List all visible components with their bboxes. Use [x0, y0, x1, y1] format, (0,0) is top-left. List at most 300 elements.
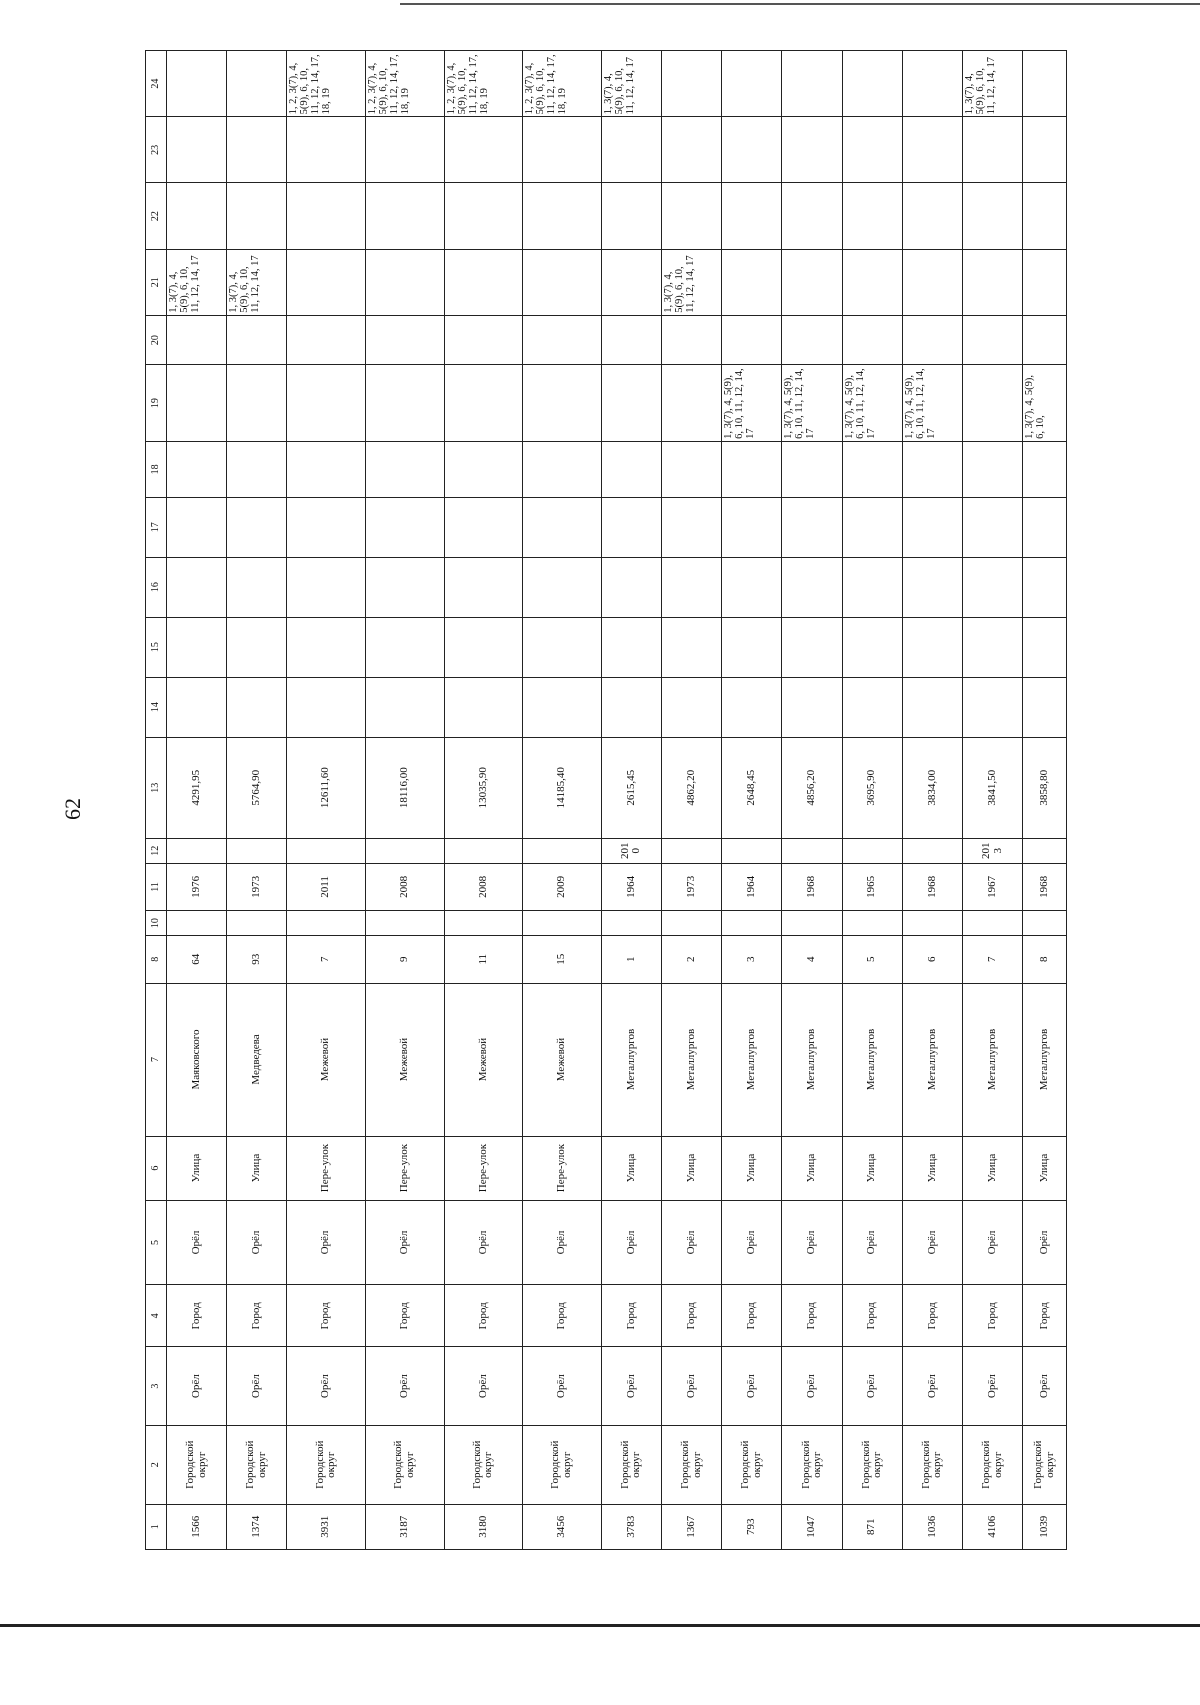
- table-cell-c14: [167, 677, 227, 737]
- table-cell-c6: Улица: [842, 1136, 902, 1200]
- table-cell-c15: [287, 617, 366, 677]
- table-cell-c15: [523, 617, 602, 677]
- table-cell-c13: 3695,90: [842, 737, 902, 838]
- column-header: 15: [146, 617, 167, 677]
- bottom-rule: [0, 1624, 1200, 1627]
- column-header: 5: [146, 1200, 167, 1285]
- table-cell-c2: Городской округ: [1023, 1425, 1067, 1504]
- table-cell-c10: [601, 911, 661, 936]
- table-cell-c1: 1367: [662, 1504, 722, 1549]
- table-cell-c20: [662, 315, 722, 365]
- table-cell-c22: [662, 183, 722, 249]
- table-cell-c6: Пере-улок: [444, 1136, 523, 1200]
- table-cell-c3: Орёл: [523, 1347, 602, 1426]
- table-cell-c3: Орёл: [601, 1347, 661, 1426]
- table-cell-c8: 11: [444, 935, 523, 983]
- table-cell-c17: [782, 497, 842, 557]
- table-cell-c3: Орёл: [662, 1347, 722, 1426]
- table-cell-c5: Орёл: [782, 1200, 842, 1285]
- table-cell-c15: [167, 617, 227, 677]
- table-cell-c12: [287, 838, 366, 863]
- table-cell-c7: Маяковского: [167, 983, 227, 1136]
- table-cell-c6: Пере-улок: [287, 1136, 366, 1200]
- table-wrapper: [145, 50, 1067, 1550]
- table-cell-c4: Город: [722, 1285, 782, 1347]
- table-cell-c12: [227, 838, 287, 863]
- table-cell-c21: 1, 3(7), 4, 5(9), 6, 10, 11, 12, 14, 17: [662, 249, 722, 315]
- table-cell-c16: [601, 557, 661, 617]
- rotated-table-container: [145, 50, 1067, 1550]
- column-header: 1: [146, 1504, 167, 1549]
- table-cell-c20: [842, 315, 902, 365]
- table-cell-c16: [662, 557, 722, 617]
- table-cell-c24: 1, 2, 3(7), 4, 5(9), 6, 10, 11, 12, 14, 17, 18, 19: [366, 51, 445, 117]
- table-cell-c18: [902, 441, 962, 497]
- table-cell-c7: Металлургов: [782, 983, 842, 1136]
- table-cell-c21: [782, 249, 842, 315]
- table-row: [963, 51, 1023, 1550]
- table-cell-c23: [963, 117, 1023, 183]
- table-row: [902, 51, 962, 1550]
- table-cell-c1: 1036: [902, 1504, 962, 1549]
- table-cell-c17: [662, 497, 722, 557]
- table-cell-c2: Городской округ: [963, 1425, 1023, 1504]
- table-cell-c15: [963, 617, 1023, 677]
- table-row: [662, 51, 722, 1550]
- table-cell-c16: [842, 557, 902, 617]
- table-cell-c21: [366, 249, 445, 315]
- table-cell-c23: [287, 117, 366, 183]
- table-cell-c24: [227, 51, 287, 117]
- table-cell-c6: Улица: [1023, 1136, 1067, 1200]
- table-cell-c21: [1023, 249, 1067, 315]
- table-cell-c4: Город: [662, 1285, 722, 1347]
- table-cell-c17: [601, 497, 661, 557]
- table-cell-c5: Орёл: [963, 1200, 1023, 1285]
- table-cell-c5: Орёл: [523, 1200, 602, 1285]
- table-cell-c16: [1023, 557, 1067, 617]
- table-cell-c15: [842, 617, 902, 677]
- table-cell-c14: [227, 677, 287, 737]
- table-cell-c8: 3: [722, 935, 782, 983]
- table-cell-c24: 1, 3(7), 4, 5(9), 6, 10, 11, 12, 14, 17: [601, 51, 661, 117]
- table-cell-c16: [444, 557, 523, 617]
- table-cell-c19: 1, 3(7), 4, 5(9), 6, 10, 11, 12, 14, 17: [782, 365, 842, 442]
- table-row: [444, 51, 523, 1550]
- table-cell-c24: [662, 51, 722, 117]
- table-cell-c19: 1, 3(7), 4, 5(9), 6, 10, 11, 12, 14, 17: [902, 365, 962, 442]
- table-row: [287, 51, 366, 1550]
- table-cell-c10: [444, 911, 523, 936]
- table-cell-c14: [287, 677, 366, 737]
- table-cell-c1: 871: [842, 1504, 902, 1549]
- table-cell-c6: Улица: [601, 1136, 661, 1200]
- table-cell-c1: 793: [722, 1504, 782, 1549]
- column-header: 16: [146, 557, 167, 617]
- table-cell-c11: 1965: [842, 863, 902, 911]
- table-cell-c4: Город: [287, 1285, 366, 1347]
- table-row: [167, 51, 227, 1550]
- column-header: 19: [146, 365, 167, 442]
- table-cell-c12: [444, 838, 523, 863]
- table-cell-c24: 1, 2, 3(7), 4, 5(9), 6, 10, 11, 12, 14, 17, 18, 19: [287, 51, 366, 117]
- table-cell-c21: [601, 249, 661, 315]
- table-cell-c7: Межевой: [523, 983, 602, 1136]
- table-cell-c20: [902, 315, 962, 365]
- table-cell-c13: 18116,00: [366, 737, 445, 838]
- table-cell-c19: [287, 365, 366, 442]
- table-cell-c11: 1968: [782, 863, 842, 911]
- table-cell-c13: 4856,20: [782, 737, 842, 838]
- table-cell-c20: [444, 315, 523, 365]
- column-header: 10: [146, 911, 167, 936]
- table-cell-c7: Медведева: [227, 983, 287, 1136]
- table-cell-c19: 1, 3(7), 4, 5(9), 6, 10, 11, 12, 14, 17: [722, 365, 782, 442]
- table-cell-c22: [444, 183, 523, 249]
- table-cell-c5: Орёл: [902, 1200, 962, 1285]
- table-cell-c3: Орёл: [963, 1347, 1023, 1426]
- table-cell-c6: Улица: [782, 1136, 842, 1200]
- table-cell-c15: [444, 617, 523, 677]
- table-cell-c19: [366, 365, 445, 442]
- table-cell-c5: Орёл: [662, 1200, 722, 1285]
- table-cell-c23: [601, 117, 661, 183]
- table-cell-c23: [842, 117, 902, 183]
- table-cell-c12: [722, 838, 782, 863]
- table-cell-c10: [782, 911, 842, 936]
- table-cell-c6: Улица: [902, 1136, 962, 1200]
- table-cell-c3: Орёл: [902, 1347, 962, 1426]
- table-cell-c13: 13035,90: [444, 737, 523, 838]
- table-cell-c10: [963, 911, 1023, 936]
- table-cell-c4: Город: [444, 1285, 523, 1347]
- table-cell-c4: Город: [366, 1285, 445, 1347]
- table-cell-c4: Город: [227, 1285, 287, 1347]
- table-cell-c12: [1023, 838, 1067, 863]
- table-cell-c22: [523, 183, 602, 249]
- table-cell-c12: [842, 838, 902, 863]
- table-cell-c3: Орёл: [722, 1347, 782, 1426]
- table-cell-c17: [366, 497, 445, 557]
- table-cell-c7: Металлургов: [902, 983, 962, 1136]
- table-cell-c10: [1023, 911, 1067, 936]
- table-cell-c18: [366, 441, 445, 497]
- table-cell-c1: 1039: [1023, 1504, 1067, 1549]
- table-cell-c8: 64: [167, 935, 227, 983]
- table-cell-c12: [902, 838, 962, 863]
- table-cell-c21: [722, 249, 782, 315]
- table-cell-c24: [1023, 51, 1067, 117]
- table-cell-c2: Городской округ: [167, 1425, 227, 1504]
- table-cell-c7: Межевой: [366, 983, 445, 1136]
- table-cell-c20: [963, 315, 1023, 365]
- table-cell-c3: Орёл: [366, 1347, 445, 1426]
- table-cell-c7: Металлургов: [963, 983, 1023, 1136]
- table-cell-c3: Орёл: [1023, 1347, 1067, 1426]
- table-cell-c8: 15: [523, 935, 602, 983]
- table-cell-c22: [902, 183, 962, 249]
- table-cell-c21: [842, 249, 902, 315]
- table-cell-c18: [444, 441, 523, 497]
- table-cell-c19: [167, 365, 227, 442]
- column-header: 20: [146, 315, 167, 365]
- table-cell-c6: Улица: [722, 1136, 782, 1200]
- table-cell-c24: [902, 51, 962, 117]
- table-cell-c8: 9: [366, 935, 445, 983]
- table-cell-c5: Орёл: [444, 1200, 523, 1285]
- table-cell-c22: [782, 183, 842, 249]
- table-cell-c24: [782, 51, 842, 117]
- top-rule: [400, 3, 1200, 5]
- table-cell-c6: Улица: [963, 1136, 1023, 1200]
- table-cell-c14: [722, 677, 782, 737]
- table-cell-c10: [287, 911, 366, 936]
- table-cell-c11: 2009: [523, 863, 602, 911]
- table-cell-c10: [227, 911, 287, 936]
- table-cell-c2: Городской округ: [227, 1425, 287, 1504]
- table-cell-c4: Город: [963, 1285, 1023, 1347]
- table-cell-c20: [601, 315, 661, 365]
- table-cell-c17: [523, 497, 602, 557]
- table-cell-c13: 3858,80: [1023, 737, 1067, 838]
- table-cell-c21: [444, 249, 523, 315]
- table-cell-c23: [1023, 117, 1067, 183]
- table-cell-c2: Городской округ: [662, 1425, 722, 1504]
- table-cell-c17: [1023, 497, 1067, 557]
- table-cell-c17: [963, 497, 1023, 557]
- table-cell-c19: [963, 365, 1023, 442]
- table-cell-c11: 1967: [963, 863, 1023, 911]
- table-cell-c11: 1964: [722, 863, 782, 911]
- table-cell-c24: [842, 51, 902, 117]
- register-table: [145, 50, 1067, 1550]
- table-cell-c6: Пере-улок: [523, 1136, 602, 1200]
- table-cell-c22: [601, 183, 661, 249]
- table-cell-c23: [722, 117, 782, 183]
- table-cell-c8: 8: [1023, 935, 1067, 983]
- table-cell-c16: [902, 557, 962, 617]
- table-cell-c23: [444, 117, 523, 183]
- table-cell-c2: Городской округ: [842, 1425, 902, 1504]
- table-cell-c13: 3841,50: [963, 737, 1023, 838]
- table-cell-c19: [601, 365, 661, 442]
- table-cell-c21: [902, 249, 962, 315]
- table-cell-c22: [722, 183, 782, 249]
- table-cell-c17: [287, 497, 366, 557]
- table-cell-c8: 5: [842, 935, 902, 983]
- table-cell-c14: [366, 677, 445, 737]
- table-cell-c11: 1968: [1023, 863, 1067, 911]
- table-cell-c14: [902, 677, 962, 737]
- table-cell-c17: [227, 497, 287, 557]
- table-cell-c6: Пере-улок: [366, 1136, 445, 1200]
- table-cell-c13: 4862,20: [662, 737, 722, 838]
- table-cell-c16: [523, 557, 602, 617]
- table-cell-c6: Улица: [227, 1136, 287, 1200]
- table-cell-c16: [167, 557, 227, 617]
- table-cell-c22: [1023, 183, 1067, 249]
- table-cell-c2: Городской округ: [782, 1425, 842, 1504]
- table-cell-c13: 2615,45: [601, 737, 661, 838]
- table-cell-c19: [444, 365, 523, 442]
- table-cell-c19: 1, 3(7), 4, 5(9), 6, 10,: [1023, 365, 1067, 442]
- table-cell-c24: 1, 2, 3(7), 4, 5(9), 6, 10, 11, 12, 14, 17, 18, 19: [444, 51, 523, 117]
- table-cell-c19: [523, 365, 602, 442]
- table-cell-c7: Межевой: [287, 983, 366, 1136]
- table-cell-c20: [227, 315, 287, 365]
- table-cell-c4: Город: [782, 1285, 842, 1347]
- table-cell-c18: [662, 441, 722, 497]
- column-header: 11: [146, 863, 167, 911]
- table-cell-c3: Орёл: [444, 1347, 523, 1426]
- table-cell-c21: [523, 249, 602, 315]
- table-cell-c18: [601, 441, 661, 497]
- table-cell-c3: Орёл: [227, 1347, 287, 1426]
- column-header: 2: [146, 1425, 167, 1504]
- table-cell-c11: 2011: [287, 863, 366, 911]
- table-row: [523, 51, 602, 1550]
- table-cell-c5: Орёл: [1023, 1200, 1067, 1285]
- table-cell-c5: Орёл: [227, 1200, 287, 1285]
- table-cell-c14: [1023, 677, 1067, 737]
- column-header: 14: [146, 677, 167, 737]
- table-cell-c1: 3187: [366, 1504, 445, 1549]
- table-cell-c18: [782, 441, 842, 497]
- table-cell-c16: [963, 557, 1023, 617]
- table-cell-c8: 7: [963, 935, 1023, 983]
- table-cell-c19: [662, 365, 722, 442]
- table-cell-c1: 3931: [287, 1504, 366, 1549]
- column-header: 4: [146, 1285, 167, 1347]
- table-cell-c18: [963, 441, 1023, 497]
- table-cell-c7: Металлургов: [662, 983, 722, 1136]
- column-header: 8: [146, 935, 167, 983]
- table-cell-c2: Городской округ: [366, 1425, 445, 1504]
- table-cell-c3: Орёл: [287, 1347, 366, 1426]
- table-cell-c13: 2648,45: [722, 737, 782, 838]
- table-cell-c16: [722, 557, 782, 617]
- table-cell-c18: [227, 441, 287, 497]
- table-cell-c13: 14185,40: [523, 737, 602, 838]
- table-cell-c11: 1976: [167, 863, 227, 911]
- table-cell-c12: [167, 838, 227, 863]
- table-cell-c10: [167, 911, 227, 936]
- column-header: 13: [146, 737, 167, 838]
- table-cell-c10: [722, 911, 782, 936]
- page-number: 62: [60, 798, 85, 820]
- table-cell-c20: [523, 315, 602, 365]
- table-cell-c7: Металлургов: [601, 983, 661, 1136]
- column-header: 18: [146, 441, 167, 497]
- table-cell-c13: 3834,00: [902, 737, 962, 838]
- table-cell-c23: [782, 117, 842, 183]
- table-body: [167, 51, 1067, 1550]
- table-cell-c20: [722, 315, 782, 365]
- table-cell-c15: [227, 617, 287, 677]
- table-row: [722, 51, 782, 1550]
- table-cell-c2: Городской округ: [287, 1425, 366, 1504]
- table-cell-c14: [523, 677, 602, 737]
- table-cell-c11: 1968: [902, 863, 962, 911]
- table-cell-c12: 2013: [963, 838, 1023, 863]
- table-cell-c1: 3180: [444, 1504, 523, 1549]
- table-cell-c8: 1: [601, 935, 661, 983]
- table-row: [842, 51, 902, 1550]
- table-cell-c13: 4291,95: [167, 737, 227, 838]
- table-cell-c11: 2008: [366, 863, 445, 911]
- table-row: [782, 51, 842, 1550]
- table-cell-c2: Городской округ: [523, 1425, 602, 1504]
- table-cell-c10: [366, 911, 445, 936]
- table-cell-c8: 93: [227, 935, 287, 983]
- table-cell-c15: [366, 617, 445, 677]
- table-row: [227, 51, 287, 1550]
- column-header: 7: [146, 983, 167, 1136]
- table-cell-c23: [167, 117, 227, 183]
- table-cell-c23: [227, 117, 287, 183]
- table-cell-c24: 1, 3(7), 4, 5(9), 6, 10, 11, 12, 14, 17: [963, 51, 1023, 117]
- table-cell-c17: [722, 497, 782, 557]
- table-cell-c6: Улица: [167, 1136, 227, 1200]
- table-cell-c11: 1964: [601, 863, 661, 911]
- table-cell-c17: [902, 497, 962, 557]
- table-cell-c12: [366, 838, 445, 863]
- column-header: 24: [146, 51, 167, 117]
- table-cell-c23: [662, 117, 722, 183]
- column-header: 21: [146, 249, 167, 315]
- table-cell-c11: 2008: [444, 863, 523, 911]
- table-row: [601, 51, 661, 1550]
- table-cell-c19: [227, 365, 287, 442]
- table-cell-c15: [601, 617, 661, 677]
- table-cell-c7: Межевой: [444, 983, 523, 1136]
- table-cell-c15: [902, 617, 962, 677]
- table-cell-c14: [782, 677, 842, 737]
- table-cell-c23: [902, 117, 962, 183]
- table-cell-c4: Город: [601, 1285, 661, 1347]
- table-cell-c8: 7: [287, 935, 366, 983]
- table-cell-c14: [842, 677, 902, 737]
- table-cell-c4: Город: [523, 1285, 602, 1347]
- table-cell-c13: 5764,90: [227, 737, 287, 838]
- table-cell-c10: [842, 911, 902, 936]
- table-cell-c1: 3783: [601, 1504, 661, 1549]
- table-cell-c14: [662, 677, 722, 737]
- table-cell-c3: Орёл: [782, 1347, 842, 1426]
- table-cell-c5: Орёл: [601, 1200, 661, 1285]
- table-cell-c16: [366, 557, 445, 617]
- table-cell-c20: [167, 315, 227, 365]
- table-cell-c17: [842, 497, 902, 557]
- table-row: [366, 51, 445, 1550]
- table-cell-c1: 1047: [782, 1504, 842, 1549]
- table-cell-c1: 1566: [167, 1504, 227, 1549]
- table-cell-c2: Городской округ: [444, 1425, 523, 1504]
- table-cell-c7: Металлургов: [1023, 983, 1067, 1136]
- table-cell-c5: Орёл: [366, 1200, 445, 1285]
- column-header: 23: [146, 117, 167, 183]
- table-cell-c14: [963, 677, 1023, 737]
- table-cell-c1: 1374: [227, 1504, 287, 1549]
- column-header: 6: [146, 1136, 167, 1200]
- table-cell-c20: [287, 315, 366, 365]
- table-cell-c15: [662, 617, 722, 677]
- table-cell-c22: [227, 183, 287, 249]
- table-cell-c23: [523, 117, 602, 183]
- table-cell-c21: [287, 249, 366, 315]
- table-cell-c16: [227, 557, 287, 617]
- table-cell-c22: [287, 183, 366, 249]
